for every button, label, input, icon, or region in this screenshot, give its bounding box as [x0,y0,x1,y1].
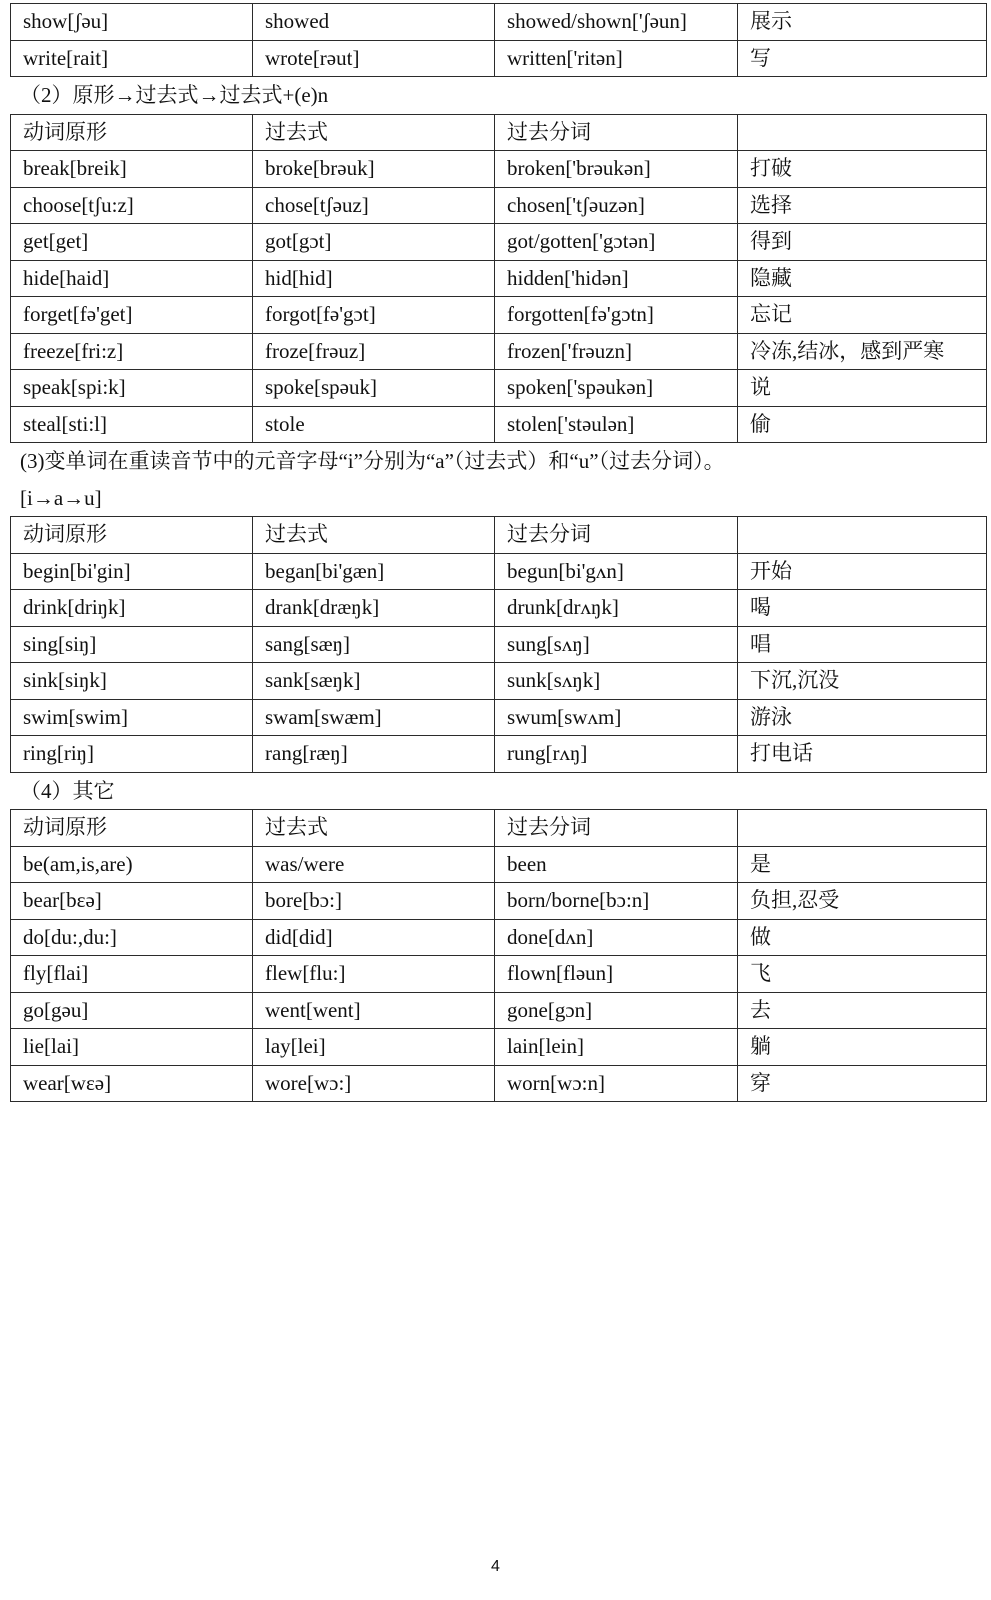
past-tense-cell: was/were [253,846,495,883]
past-participle-cell: frozen['frəuzn] [495,333,738,370]
base-form-cell: ring[riŋ] [11,736,253,773]
past-participle-cell: written['ritən] [495,40,738,77]
past-participle-cell: begun[bi'gʌn] [495,553,738,590]
past-participle-cell: chosen['tʃəuzən] [495,187,738,224]
past-tense-cell: began[bi'gæn] [253,553,495,590]
base-form-cell: lie[lai] [11,1029,253,1066]
past-participle-cell: rung[rʌŋ] [495,736,738,773]
meaning-cell: 打电话 [738,736,987,773]
past-participle-cell-header: 过去分词 [495,810,738,847]
past-tense-cell: wrote[rəut] [253,40,495,77]
base-form-cell: sing[siŋ] [11,626,253,663]
table-row [11,699,987,736]
past-tense-cell: froze[frəuz] [253,333,495,370]
base-form-cell: swim[swim] [11,699,253,736]
base-form-cell: show[ʃəu] [11,4,253,41]
past-tense-cell: hid[hid] [253,260,495,297]
past-participle-cell: hidden['hidən] [495,260,738,297]
meaning-cell: 展示 [738,4,987,41]
past-tense-cell: sang[sæŋ] [253,626,495,663]
meaning-cell: 做 [738,919,987,956]
meaning-cell: 负担,忍受 [738,883,987,920]
base-form-cell: wear[wεə] [11,1065,253,1102]
table-row [11,333,987,370]
meaning-cell-header [738,810,987,847]
table-row [11,590,987,627]
meaning-cell: 躺 [738,1029,987,1066]
past-tense-cell-header: 过去式 [253,810,495,847]
past-participle-cell: swum[swʌm] [495,699,738,736]
table-header-row [11,114,987,151]
verb-table-section-2 [10,114,987,444]
base-form-cell-header: 动词原形 [11,517,253,554]
base-form-cell-header: 动词原形 [11,114,253,151]
past-participle-cell: sung[sʌŋ] [495,626,738,663]
past-tense-cell: chose[tʃəuz] [253,187,495,224]
meaning-cell: 得到 [738,224,987,261]
past-tense-cell: wore[wɔ:] [253,1065,495,1102]
meaning-cell: 选择 [738,187,987,224]
table-row [11,260,987,297]
table-row [11,1029,987,1066]
verb-table-section-3 [10,516,987,773]
meaning-cell: 喝 [738,590,987,627]
meaning-cell: 穿 [738,1065,987,1102]
base-form-cell: write[rait] [11,40,253,77]
past-tense-cell: got[gɔt] [253,224,495,261]
table-row [11,406,987,443]
base-form-cell: forget[fə'get] [11,297,253,334]
meaning-cell-header [738,517,987,554]
past-participle-cell-header: 过去分词 [495,517,738,554]
table-header-row [11,810,987,847]
meaning-cell: 隐藏 [738,260,987,297]
meaning-cell: 是 [738,846,987,883]
past-participle-cell: drunk[drʌŋk] [495,590,738,627]
base-form-cell: bear[bεə] [11,883,253,920]
meaning-cell: 去 [738,992,987,1029]
meaning-cell: 偷 [738,406,987,443]
past-tense-cell-header: 过去式 [253,517,495,554]
base-form-cell: fly[flai] [11,956,253,993]
meaning-cell: 冷冻,结冰，感到严寒 [738,333,987,370]
past-participle-cell-header: 过去分词 [495,114,738,151]
section-3-pattern: [i→a→u] [20,485,102,510]
base-form-cell: do[du:,du:] [11,919,253,956]
table-row [11,370,987,407]
past-participle-cell: stolen['stəulən] [495,406,738,443]
past-participle-cell: born/borne[bɔ:n] [495,883,738,920]
past-participle-cell: worn[wɔ:n] [495,1065,738,1102]
meaning-cell: 游泳 [738,699,987,736]
past-participle-cell: flown[fləun] [495,956,738,993]
table-row [11,1065,987,1102]
table-row [11,663,987,700]
base-form-cell: sink[siŋk] [11,663,253,700]
table-row [11,956,987,993]
past-participle-cell: done[dʌn] [495,919,738,956]
past-participle-cell: sunk[sʌŋk] [495,663,738,700]
past-participle-cell: got/gotten['gɔtən] [495,224,738,261]
base-form-cell: speak[spi:k] [11,370,253,407]
base-form-cell: freeze[fri:z] [11,333,253,370]
base-form-cell: get[get] [11,224,253,261]
base-form-cell: break[breik] [11,151,253,188]
meaning-cell: 打破 [738,151,987,188]
table-row [11,553,987,590]
section-2-heading: （2）原形→过去式→过去式+(e)n [20,83,329,107]
table-row [11,626,987,663]
past-tense-cell: stole [253,406,495,443]
base-form-cell-header: 动词原形 [11,810,253,847]
base-form-cell: choose[tʃu:z] [11,187,253,224]
table-row [11,4,987,41]
past-tense-cell-header: 过去式 [253,114,495,151]
past-tense-cell: swam[swæm] [253,699,495,736]
past-tense-cell: spoke[spəuk] [253,370,495,407]
section-4-heading: （4）其它 [20,778,115,803]
table-row [11,883,987,920]
verb-table-continued [10,3,987,77]
past-participle-cell: lain[lein] [495,1029,738,1066]
table-row [11,736,987,773]
table-header-row [11,517,987,554]
base-form-cell: begin[bi'gin] [11,553,253,590]
verb-table-section-4 [10,809,987,1102]
past-tense-cell: rang[ræŋ] [253,736,495,773]
table-row [11,151,987,188]
table-row [11,187,987,224]
document-page [10,3,986,1102]
past-tense-cell: did[did] [253,919,495,956]
past-participle-cell: gone[gɔn] [495,992,738,1029]
past-tense-cell: forgot[fə'gɔt] [253,297,495,334]
table-row [11,846,987,883]
table-row [11,919,987,956]
past-tense-cell: broke[brəuk] [253,151,495,188]
past-tense-cell: flew[flu:] [253,956,495,993]
table-row [11,992,987,1029]
meaning-cell: 说 [738,370,987,407]
section-3-heading: (3)变单词在重读音节中的元音字母“i”分别为“a”（过去式）和“u”（过去分词）。 [20,449,725,473]
meaning-cell: 开始 [738,553,987,590]
table-row [11,224,987,261]
meaning-cell-header [738,114,987,151]
base-form-cell: go[gəu] [11,992,253,1029]
past-tense-cell: bore[bɔ:] [253,883,495,920]
past-participle-cell: forgotten[fə'gɔtn] [495,297,738,334]
base-form-cell: drink[driŋk] [11,590,253,627]
page-number: 4 [491,1558,500,1575]
past-tense-cell: showed [253,4,495,41]
past-tense-cell: went[went] [253,992,495,1029]
base-form-cell: steal[sti:l] [11,406,253,443]
meaning-cell: 忘记 [738,297,987,334]
meaning-cell: 飞 [738,956,987,993]
base-form-cell: be(am,is,are) [11,846,253,883]
past-tense-cell: drank[dræŋk] [253,590,495,627]
table-row [11,40,987,77]
past-tense-cell: lay[lei] [253,1029,495,1066]
table-row [11,297,987,334]
past-participle-cell: broken['brəukən] [495,151,738,188]
meaning-cell: 唱 [738,626,987,663]
base-form-cell: hide[haid] [11,260,253,297]
past-tense-cell: sank[sæŋk] [253,663,495,700]
past-participle-cell: been [495,846,738,883]
past-participle-cell: spoken['spəukən] [495,370,738,407]
meaning-cell: 写 [738,40,987,77]
past-participle-cell: showed/shown['ʃəun] [495,4,738,41]
meaning-cell: 下沉,沉没 [738,663,987,700]
